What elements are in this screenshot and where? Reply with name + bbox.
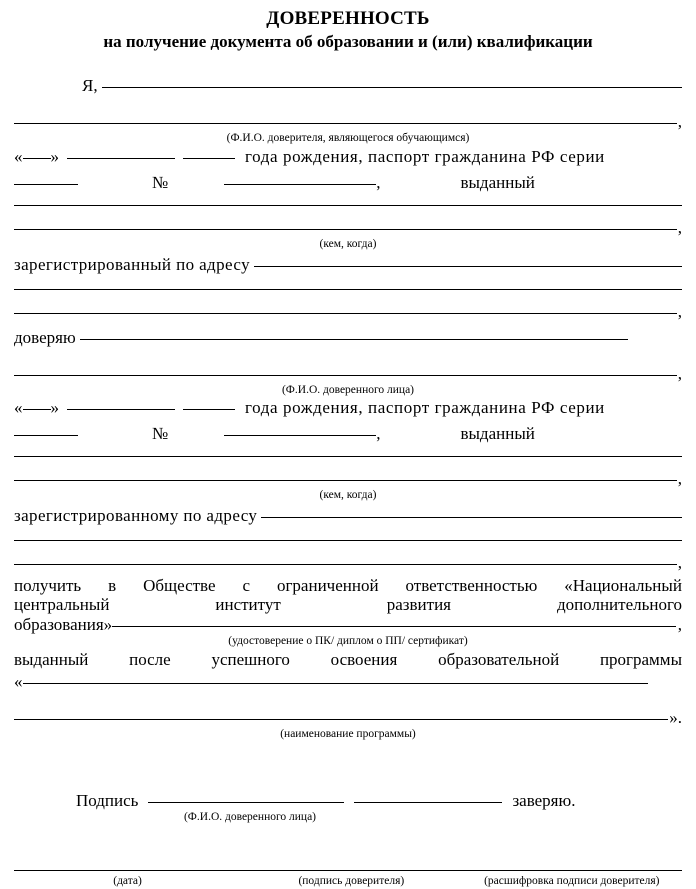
program-name-field-1[interactable] [23, 683, 649, 684]
footer-caption-signature-transcript: (расшифровка подписи доверителя) [484, 874, 660, 887]
trustee-birth-text: года рождения, паспорт гражданина РФ серии [245, 398, 605, 418]
page-subtitle: на получение документа об образовании и (или) квалификации [103, 31, 593, 51]
org-word: институт [215, 594, 281, 614]
trustee-birth-day-field[interactable] [23, 409, 51, 410]
trustee-number-sign: № [152, 424, 169, 444]
principal-date-open-quote: « [14, 146, 23, 166]
principal-address-comma: , [677, 301, 682, 321]
org-word: Обществе [143, 575, 216, 595]
org-word: получить [14, 575, 82, 595]
program-word: программы [599, 650, 682, 670]
page-title: ДОВЕРЕННОСТЬ [266, 8, 430, 29]
principal-number-sign: № [152, 172, 169, 192]
trustee-passport-comma: , [376, 424, 381, 444]
program-word: освоения [330, 650, 398, 670]
principal-issued-by-line-2 [14, 218, 682, 238]
org-word: ответственностью [405, 575, 538, 595]
principal-fio-caption: (Ф.И.О. доверителя, являющегося обучающимся) [226, 132, 470, 145]
org-line3-comma: , [677, 614, 682, 634]
trustee-issued-by-comma: , [677, 469, 682, 489]
trustee-registered-label: зарегистрированному по адресу [14, 505, 258, 525]
principal-passport-comma: , [376, 172, 381, 192]
trustee-passport-line [14, 418, 682, 444]
organization-line-1 [14, 577, 682, 594]
trustee-address-field-3[interactable] [14, 564, 677, 565]
program-name-field-2[interactable] [14, 719, 668, 720]
principal-name-field-2[interactable] [14, 123, 677, 124]
principal-issued-by-comma: , [677, 217, 682, 237]
principal-passport-number-field[interactable] [224, 184, 376, 185]
trustee-passport-number-field[interactable] [224, 435, 376, 436]
principal-passport-line [14, 167, 682, 193]
principal-birth-day-field[interactable] [23, 158, 51, 159]
signature-block [14, 791, 682, 824]
principal-address-line [14, 255, 682, 275]
program-close-quote: ». [669, 708, 682, 728]
org-word: в [108, 575, 117, 595]
org-line3-prefix: образования» [14, 614, 113, 634]
trustee-entrust-line [14, 328, 682, 348]
signature-fio-field[interactable] [148, 802, 344, 803]
trustee-address-field-1[interactable] [261, 517, 682, 518]
trustee-address-line-3 [14, 553, 682, 573]
trustee-name-line-2 [14, 364, 682, 384]
org-word: «Национальный [564, 575, 682, 595]
signature-mark-field[interactable] [354, 802, 502, 803]
trustee-address-comma: , [677, 552, 682, 572]
document-header [14, 0, 682, 52]
program-intro-line [14, 651, 682, 668]
principal-intro-label: Я, [82, 76, 98, 96]
program-word: образовательной [438, 650, 560, 670]
principal-issued-by-field-2[interactable] [14, 229, 677, 230]
organization-line-2 [14, 596, 682, 613]
org-word: ограниченной [276, 575, 379, 595]
document-type-field[interactable] [112, 626, 676, 627]
trustee-date-close-quote: » [50, 398, 59, 418]
principal-address-field-1[interactable] [254, 266, 682, 267]
principal-birth-line [14, 147, 682, 167]
document-type-caption: (удостоверение о ПК/ диплом о ПП/ сертификат) [228, 634, 468, 647]
program-word: после [129, 650, 171, 670]
signature-fio-caption: (Ф.И.О. доверенного лица) [183, 811, 317, 824]
trustee-issued-label: выданный [460, 424, 535, 444]
program-word: выданный [14, 650, 89, 670]
signature-label: Подпись [76, 791, 139, 811]
principal-name-field[interactable] [102, 87, 682, 88]
principal-name-line [14, 76, 682, 96]
organization-line-3 [14, 615, 682, 635]
principal-name-line-2 [14, 112, 682, 132]
signature-certify-label: заверяю. [512, 791, 576, 811]
principal-issued-label: выданный [460, 172, 535, 192]
principal-name-comma: , [677, 112, 682, 132]
footer-caption-date: (дата) [113, 874, 142, 887]
trustee-birth-line [14, 398, 682, 418]
principal-birth-text: года рождения, паспорт гражданина РФ серии [245, 146, 605, 166]
principal-birth-month-field[interactable] [67, 158, 175, 159]
trustee-date-open-quote: « [14, 398, 23, 418]
principal-date-close-quote: » [50, 146, 59, 166]
principal-address-field-3[interactable] [14, 313, 677, 314]
trustee-address-line [14, 506, 682, 526]
trustee-birth-year-field[interactable] [183, 409, 235, 410]
program-name-caption: (наименование программы) [280, 728, 416, 741]
program-name-line-2 [14, 708, 682, 728]
trustee-birth-month-field[interactable] [67, 409, 175, 410]
program-word: успешного [211, 650, 290, 670]
trustee-name-field-1[interactable] [80, 339, 628, 340]
signature-line [76, 791, 682, 811]
trustee-issued-by-line-2 [14, 469, 682, 489]
footer-caption-signature: (подпись доверителя) [298, 874, 405, 887]
org-word: с [242, 575, 251, 595]
trustee-name-comma: , [677, 363, 682, 383]
principal-address-line-3 [14, 302, 682, 322]
org-word: центральный [14, 594, 110, 614]
trustee-issued-by-caption: (кем, когда) [319, 489, 377, 502]
program-name-line-1 [14, 672, 682, 692]
org-word: дополнительного [556, 594, 682, 614]
principal-registered-label: зарегистрированный по адресу [14, 254, 251, 274]
trustee-entrust-label: доверяю [14, 327, 76, 347]
principal-passport-series-field[interactable] [14, 184, 78, 185]
trustee-passport-series-field[interactable] [14, 435, 78, 436]
principal-issued-by-caption: (кем, когда) [319, 237, 377, 250]
trustee-fio-caption: (Ф.И.О. доверенного лица) [281, 383, 415, 396]
org-word: развития [386, 594, 451, 614]
trustee-name-field-2[interactable] [14, 375, 677, 376]
footer-captions [14, 871, 682, 888]
principal-birth-year-field[interactable] [183, 158, 235, 159]
trustee-issued-by-field-2[interactable] [14, 480, 677, 481]
program-open-quote: « [14, 672, 23, 692]
